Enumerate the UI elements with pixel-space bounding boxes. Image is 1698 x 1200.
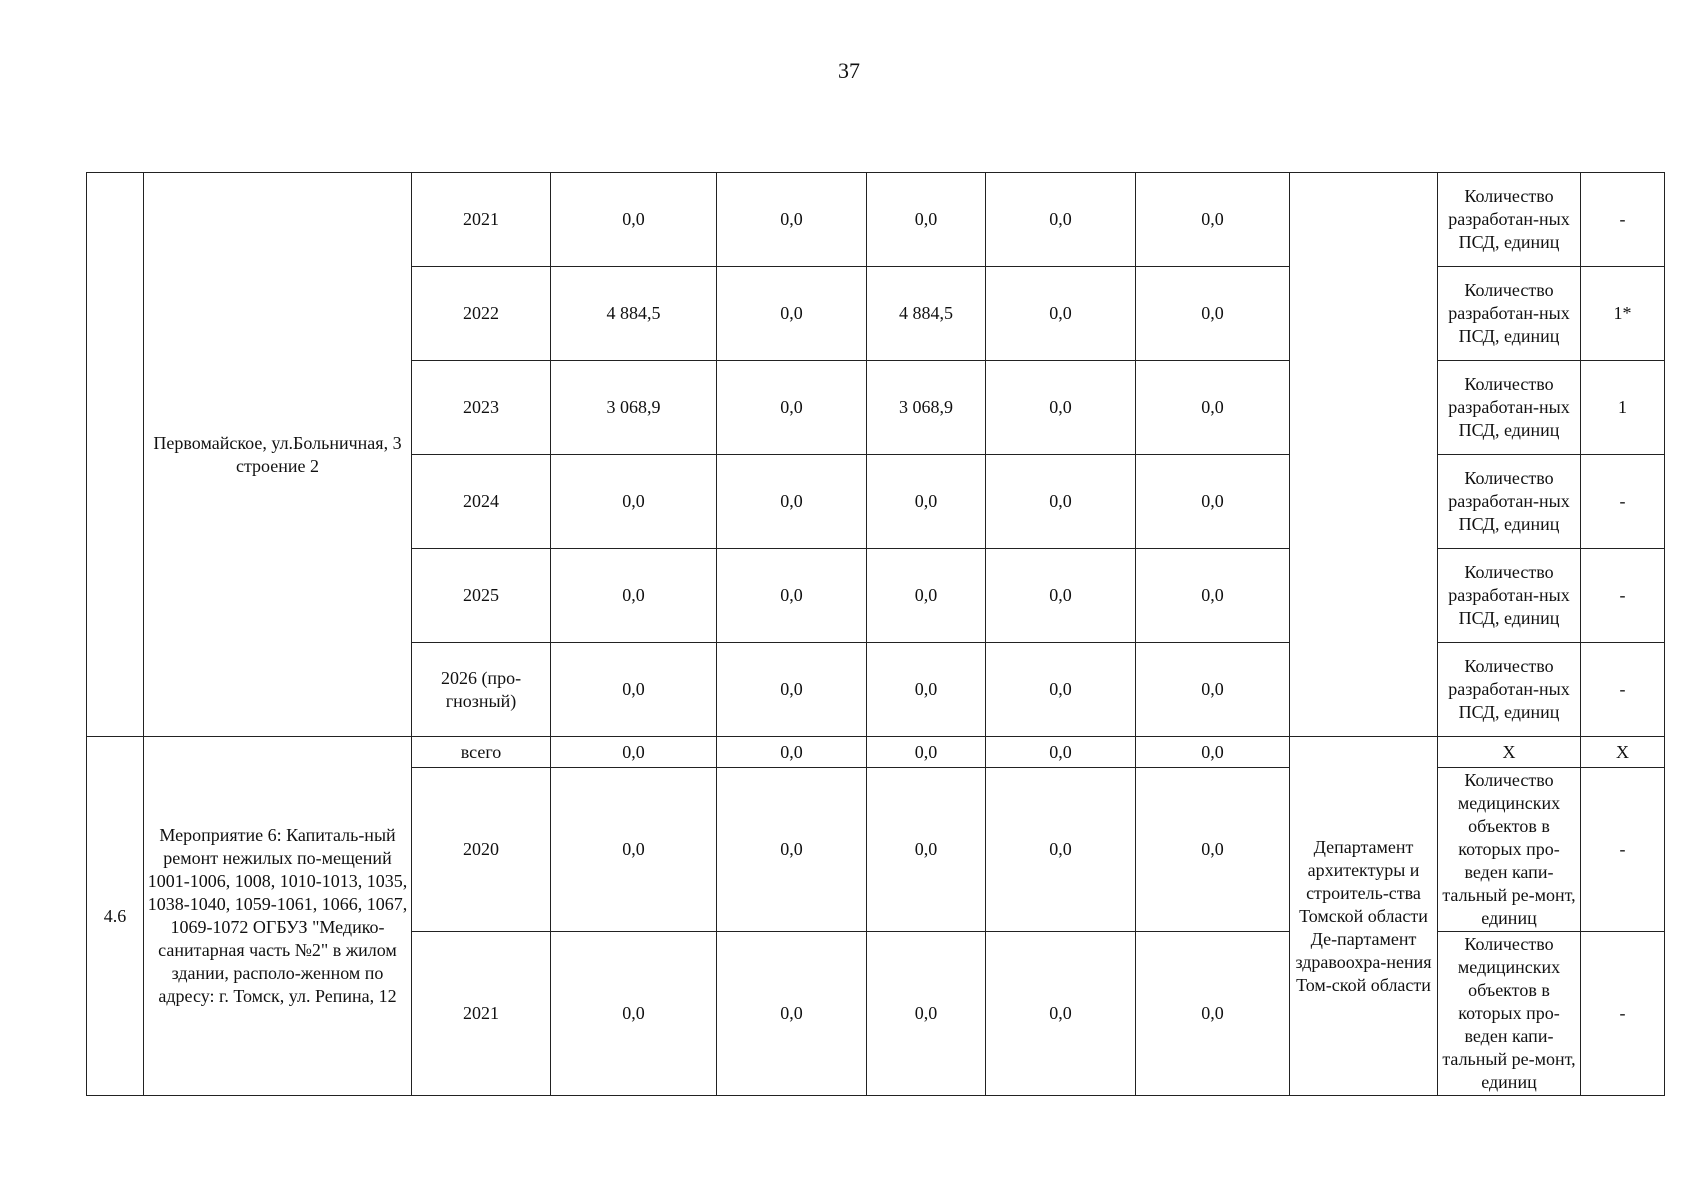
year-cell: 2025	[412, 549, 551, 643]
federal-cell: 0,0	[717, 267, 867, 361]
indicator-value-cell: Х	[1581, 737, 1665, 768]
federal-cell: 0,0	[717, 173, 867, 267]
regional-cell: 3 068,9	[867, 361, 986, 455]
indicator-cell: Количество медицинских объектов в которых про-веден капи-тальный ре-монт, единиц	[1438, 768, 1581, 932]
local-cell: 0,0	[986, 455, 1136, 549]
offbudget-cell: 0,0	[1136, 932, 1290, 1096]
local-cell: 0,0	[986, 768, 1136, 932]
regional-cell: 4 884,5	[867, 267, 986, 361]
indicator-cell: Количество разработан-ных ПСД, единиц	[1438, 643, 1581, 737]
indicator-cell: Количество разработан-ных ПСД, единиц	[1438, 173, 1581, 267]
total-cell: 0,0	[551, 643, 717, 737]
total-cell: 0,0	[551, 549, 717, 643]
local-cell: 0,0	[986, 173, 1136, 267]
year-cell: 2023	[412, 361, 551, 455]
total-cell: 0,0	[551, 932, 717, 1096]
table-row	[87, 173, 1665, 267]
year-cell: 2024	[412, 455, 551, 549]
page-number: 37	[838, 58, 860, 83]
federal-cell: 0,0	[717, 455, 867, 549]
year-cell: 2021	[412, 173, 551, 267]
budget-table	[86, 172, 1665, 1096]
total-cell: 3 068,9	[551, 361, 717, 455]
local-cell: 0,0	[986, 643, 1136, 737]
offbudget-cell: 0,0	[1136, 173, 1290, 267]
offbudget-cell: 0,0	[1136, 643, 1290, 737]
event-name-cell: Мероприятие 6: Капиталь-ный ремонт нежилых по-мещений 1001-1006, 1008, 1010-1013, 1035, 1038-1040, 1059-1061, 1066, 1067, 1069-1072 ОГБУЗ "Медико-санитарная часть №2" в жилом здании, располо-женном по адресу: г. Томск, ул. Репина, 12	[144, 737, 412, 1096]
year-cell: всего	[412, 737, 551, 768]
row-number-cell	[87, 173, 144, 737]
table-row	[87, 737, 1665, 768]
indicator-cell: Количество разработан-ных ПСД, единиц	[1438, 267, 1581, 361]
indicator-value-cell: -	[1581, 173, 1665, 267]
executor-cell	[1290, 173, 1438, 737]
indicator-cell: Количество медицинских объектов в которых про-веден капи-тальный ре-монт, единиц	[1438, 932, 1581, 1096]
regional-cell: 0,0	[867, 549, 986, 643]
regional-cell: 0,0	[867, 932, 986, 1096]
offbudget-cell: 0,0	[1136, 768, 1290, 932]
indicator-value-cell: -	[1581, 455, 1665, 549]
local-cell: 0,0	[986, 267, 1136, 361]
offbudget-cell: 0,0	[1136, 267, 1290, 361]
year-cell: 2026 (про-гнозный)	[412, 643, 551, 737]
total-cell: 0,0	[551, 768, 717, 932]
year-cell: 2020	[412, 768, 551, 932]
indicator-cell: Х	[1438, 737, 1581, 768]
indicator-cell: Количество разработан-ных ПСД, единиц	[1438, 549, 1581, 643]
executor-cell: Департамент архитектуры и строитель-ства Томской области Де-партамент здравоохра-нения Том-ской области	[1290, 737, 1438, 1096]
indicator-value-cell: -	[1581, 932, 1665, 1096]
total-cell: 0,0	[551, 455, 717, 549]
regional-cell: 0,0	[867, 455, 986, 549]
regional-cell: 0,0	[867, 737, 986, 768]
offbudget-cell: 0,0	[1136, 455, 1290, 549]
indicator-value-cell: -	[1581, 768, 1665, 932]
event-name-cell: Первомайское, ул.Больничная, 3 строение 2	[144, 173, 412, 737]
regional-cell: 0,0	[867, 643, 986, 737]
federal-cell: 0,0	[717, 549, 867, 643]
year-cell: 2021	[412, 932, 551, 1096]
offbudget-cell: 0,0	[1136, 737, 1290, 768]
indicator-cell: Количество разработан-ных ПСД, единиц	[1438, 361, 1581, 455]
local-cell: 0,0	[986, 932, 1136, 1096]
total-cell: 4 884,5	[551, 267, 717, 361]
indicator-value-cell: 1*	[1581, 267, 1665, 361]
year-cell: 2022	[412, 267, 551, 361]
regional-cell: 0,0	[867, 768, 986, 932]
federal-cell: 0,0	[717, 737, 867, 768]
indicator-value-cell: -	[1581, 549, 1665, 643]
regional-cell: 0,0	[867, 173, 986, 267]
federal-cell: 0,0	[717, 361, 867, 455]
indicator-value-cell: 1	[1581, 361, 1665, 455]
federal-cell: 0,0	[717, 643, 867, 737]
local-cell: 0,0	[986, 361, 1136, 455]
row-number-cell: 4.6	[87, 737, 144, 1096]
local-cell: 0,0	[986, 549, 1136, 643]
indicator-cell: Количество разработан-ных ПСД, единиц	[1438, 455, 1581, 549]
federal-cell: 0,0	[717, 932, 867, 1096]
federal-cell: 0,0	[717, 768, 867, 932]
offbudget-cell: 0,0	[1136, 549, 1290, 643]
offbudget-cell: 0,0	[1136, 361, 1290, 455]
indicator-value-cell: -	[1581, 643, 1665, 737]
total-cell: 0,0	[551, 737, 717, 768]
local-cell: 0,0	[986, 737, 1136, 768]
total-cell: 0,0	[551, 173, 717, 267]
